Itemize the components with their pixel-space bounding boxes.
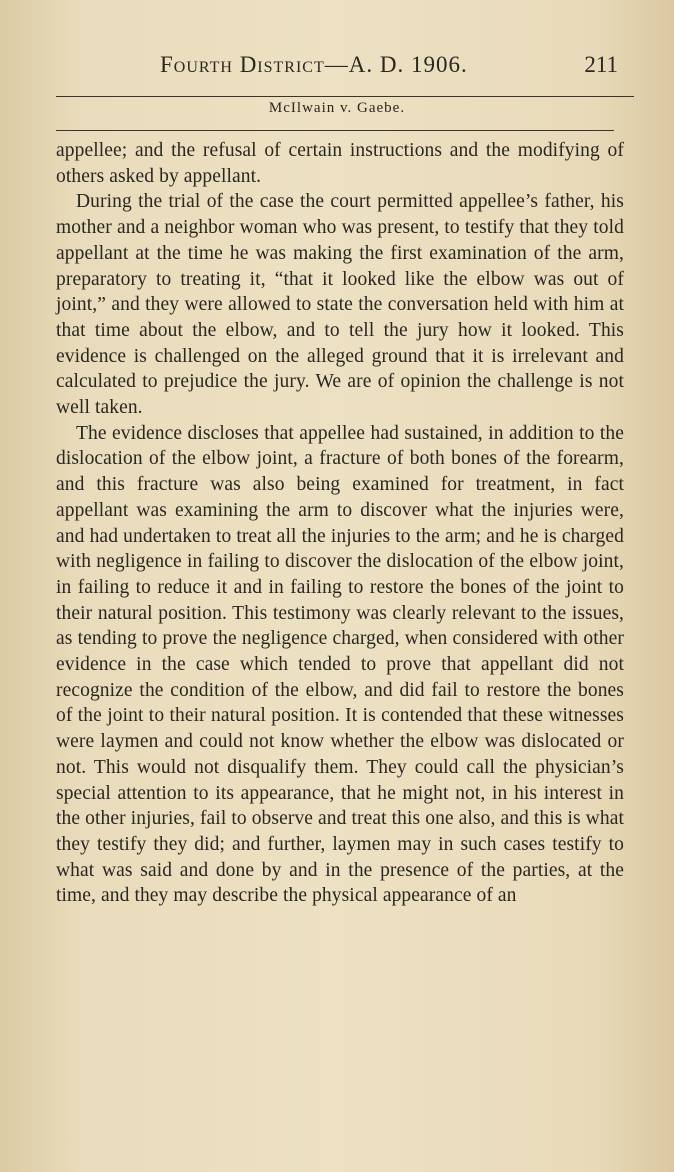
paragraph-testimony-challenge: During the trial of the case the court permitted appellee’s father, his mother and a neighbor woman who was present, to testify that they told appellant at the time he was making the first examination of the arm, preparatory to treating it, “that it looked like the elbow was out of joint,” and they were allowed to state the conversation held with him at that time about the elbow, and to tell the jury how it looked. This evidence is challenged on the alleged ground that it is irrelevant and calculated to prejudice the jury. We are of opinion the challenge is not well taken. (56, 191, 624, 419)
page-header (40, 50, 634, 90)
paragraph-continuation: appellee; and the refusal of certain instructions and the modifying of others asked by appellant. (56, 140, 624, 187)
body-text (56, 138, 624, 909)
paragraph-evidence-discussion: The evidence discloses that appellee had sustained, in addition to the dislocation of the elbow joint, a fracture of both bones of the forearm, and this fracture was also being examined for treatment, in fact appellant was examining the arm to discover what the injuries were, and had undertaken to treat all the injuries to the arm; and he is charged with negligence in failing to discover the dislocation of the elbow joint, in failing to reduce it and in failing to restore the bones of the joint to their natural position. This testimony was clearly relevant to the issues, as tending to prove the negligence charged, when considered with other evidence in the case which tended to prove that appellant did not recognize the condition of the elbow, and did fail to restore the bones of the joint to their natural position. It is contended that these witnesses were laymen and could not know whether the elbow was dislocated or not. This would not disqualify them. They could call the physician’s special attention to its appearance, that he might not, in his interest in the other injuries, fail to observe and treat this one also, and this is what they testify they did; and further, laymen may in such cases testify to what was said and done by and in the presence of the parties, at the time, and they may describe the physical appearance of an (56, 422, 624, 907)
header-rule-top (56, 96, 634, 97)
page-number: 211 (584, 52, 618, 77)
case-title: McIlwain v. Gaebe. (268, 100, 406, 116)
running-head: Fourth District—A. D. 1906. (160, 52, 468, 77)
header-rule-bottom (56, 130, 614, 131)
